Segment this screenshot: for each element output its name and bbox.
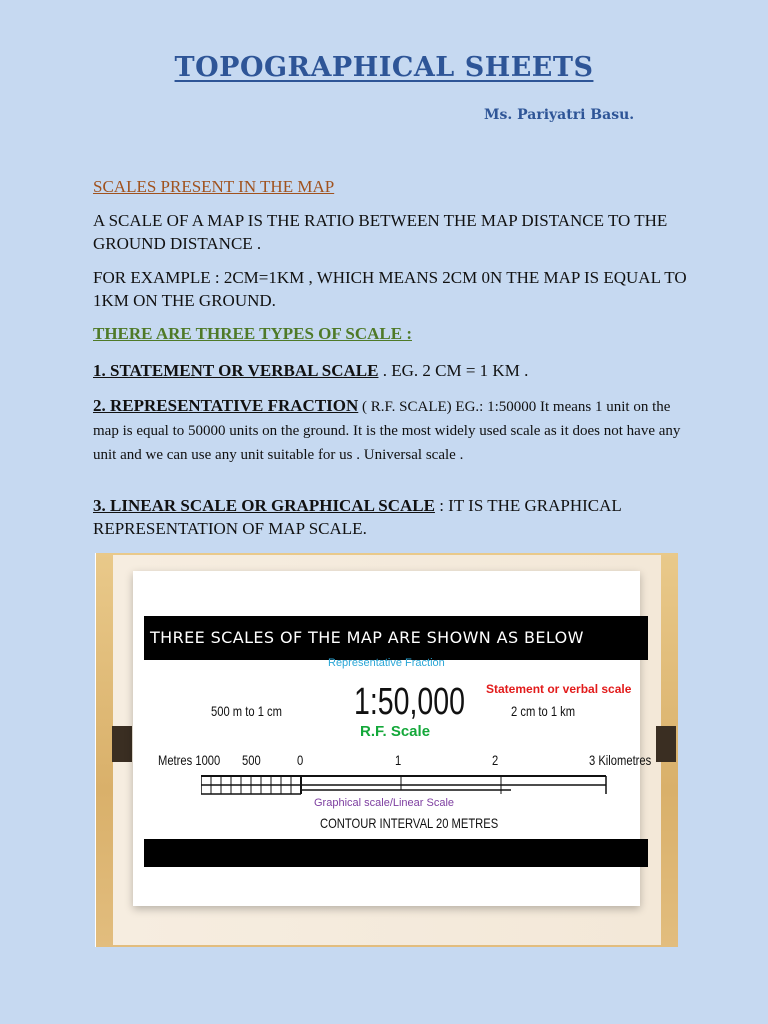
axis-500-label: 500 [242,752,261,768]
axis-metres-label: Metres 1000 [158,752,221,768]
example-paragraph: FOR EXAMPLE : 2CM=1KM , WHICH MEANS 2CM 0N THE MAP IS EQUAL TO 1KM ON THE GROUND. [93,268,687,310]
axis-one-label: 1 [395,752,402,768]
item-title: 1. STATEMENT OR VERBAL SCALE [93,361,379,380]
item-title: 3. LINEAR SCALE OR GRAPHICAL SCALE [93,496,435,515]
contour-interval: CONTOUR INTERVAL 20 METRES [320,815,499,831]
rf-value: 1:50,000 [354,681,465,723]
page-title: TOPOGRAPHICAL SHEETS [174,52,594,83]
figure-footer-bar [144,839,648,867]
scales-figure [95,553,678,947]
left-scale-text: 500 m to 1 cm [211,703,282,719]
axis-two-label: 2 [492,752,499,768]
item-linear-scale [93,494,693,540]
verbal-label: Statement or verbal scale [486,682,632,696]
graphical-scale-label: Graphical scale/Linear Scale [314,797,455,809]
author-name: Ms. Pariyatri Basu. [484,107,635,123]
item-text: : IT IS THE GRAPHICAL REPRESENTATION OF MAP SCALE. [93,496,622,538]
rf-label: Representative Fraction [328,657,445,669]
rf-scale-label: R.F. Scale [360,723,431,740]
item-title: 2. REPRESENTATIVE FRACTION [93,396,359,415]
section-heading: SCALES PRESENT IN THE MAP [93,177,335,196]
item-verbal-scale [93,359,693,382]
item-text: . EG. 2 CM = 1 KM . [378,361,529,380]
definition-paragraph: A SCALE OF A MAP IS THE RATIO BETWEEN THE MAP DISTANCE TO THE GROUND DISTANCE . [93,211,668,253]
frame-clip-right [656,726,676,762]
frame-clip-left [112,726,132,762]
item-representative-fraction [93,394,693,466]
axis-zero-label: 0 [297,752,304,768]
axis-km-label: 3 Kilometres [589,752,652,768]
verbal-value: 2 cm to 1 km [511,703,576,719]
item-text: ( R.F. SCALE) EG.: 1:50000 It means 1 unit on the map is equal to 50000 units on the ground. It is the most widely used scale as it does not have any unit and we can use any unit suitable for us . Universal scale . [93,399,681,463]
linear-scale-bar [201,773,611,797]
figure-header: THREE SCALES OF THE MAP ARE SHOWN AS BELOW [144,616,648,660]
types-heading: THERE ARE THREE TYPES OF SCALE : [93,324,412,343]
